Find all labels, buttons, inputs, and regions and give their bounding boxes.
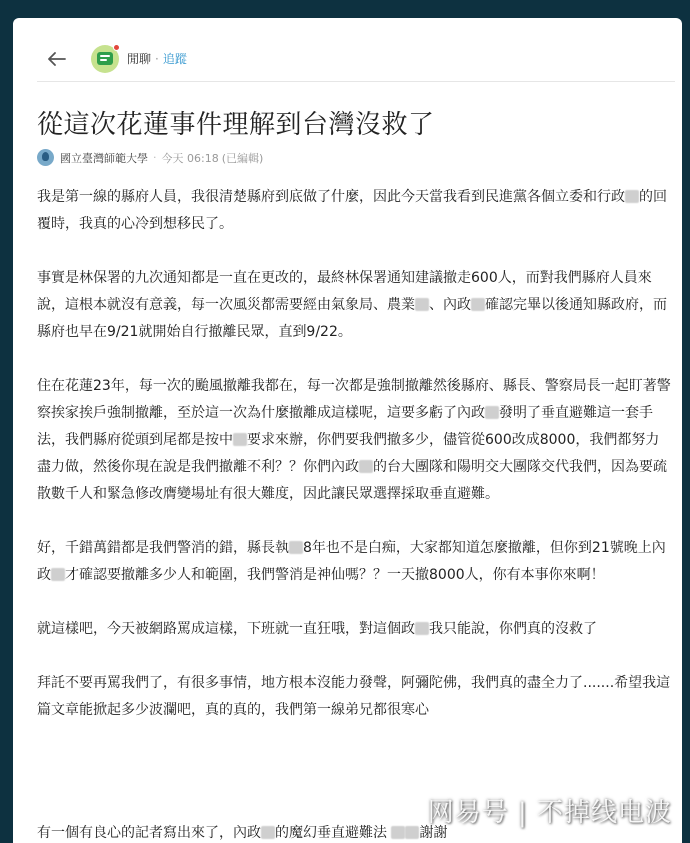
redacted-text: [625, 190, 639, 203]
redacted-text: [485, 406, 499, 419]
post-paragraph: [37, 184, 671, 238]
redacted-text: [359, 460, 373, 473]
avatar[interactable]: [37, 149, 54, 166]
paragraph-text: 事實是林保署的九次通知都是一直在更改的，最終林保署通知建議撤走600人，而對我們縣府人員來說，這根本就沒有意義，每一次風災都需要經由氣象局、農業: [37, 270, 652, 313]
post-card: [13, 18, 682, 843]
redacted-text: [261, 826, 275, 839]
meta-separator: ·: [153, 151, 157, 164]
follow-button[interactable]: 追蹤: [162, 52, 187, 66]
post-title: 從這次花蓮事件理解到台灣沒救了: [37, 110, 435, 140]
redacted-text: [289, 541, 303, 554]
paragraph-text: 有一個有良心的記者寫出來了，內政: [37, 825, 261, 841]
paragraph-text: 才確認要撤離多少人和範圍，我們警消是神仙嗎？？一天撤8000人，你有本事你來啊！: [65, 567, 605, 583]
post-paragraph: [37, 373, 671, 508]
paragraph-text: 、內政: [429, 297, 471, 313]
chat-bubble-icon[interactable]: [91, 45, 119, 73]
paragraph-text: 謝謝: [419, 825, 448, 841]
header-separator: ·: [155, 51, 159, 66]
paragraph-text: 要求來辦，你們要我們撤多少，儘管從600改成8000，我們都努力盡力做，然後你現在說是我們撤離不利？？你們內政: [37, 432, 660, 475]
post-paragraph: [37, 265, 671, 346]
post-paragraph: [37, 670, 671, 724]
paragraph-text: 的台大團隊和陽明交大團隊交代我們，因為要疏散數千人和緊急修改膺變場址有很大難度，因此讓民眾選擇採取垂直避難。: [37, 459, 667, 502]
paragraph-text: 我只能說，你們真的沒救了: [429, 621, 597, 637]
forum-name[interactable]: 閒聊: [127, 52, 152, 66]
paragraph-text: 發明了垂直避難這一套手法，我們縣府從頭到尾都是按中: [37, 405, 653, 448]
redacted-text: [391, 826, 405, 839]
paragraph-text: 確認完畢以後通知縣政府，而縣府也早在9/21就開始自行撤離民眾，直到9/22。: [37, 297, 667, 340]
redacted-text: [51, 568, 65, 581]
paragraph-text: 我是第一線的縣府人員，我很清楚縣府到底做了什麼，因此今天當我看到民進黨各個立委和行政: [37, 189, 625, 205]
post-last-line: [37, 822, 447, 842]
watermark: 网易号 | 不掉线电波: [427, 798, 672, 828]
redacted-text: [415, 298, 429, 311]
redacted-text: [415, 622, 429, 635]
paragraph-text: 的魔幻垂直避難法: [275, 825, 392, 841]
paragraph-text: 好，千錯萬錯都是我們警消的錯，縣長執: [37, 540, 289, 556]
paragraph-text: 就這樣吧，今天被網路罵成這樣，下班就一直狂哦，對這個政: [37, 621, 415, 637]
redacted-text: [233, 433, 247, 446]
author-school: 國立臺灣師範大學: [60, 151, 148, 165]
paragraph-text: 住在花蓮23年，每一次的颱風撤離我都在，每一次都是強制撤離然後縣府、縣長、警察局長一起盯著警察挨家挨戶強制撤離，至於這一次為什麼撤離成這樣呢，這要多虧了內政: [37, 378, 671, 421]
post-meta: [37, 149, 263, 166]
edited-label: (已編輯): [221, 151, 264, 165]
post-content: [37, 184, 671, 751]
post-paragraph: [37, 535, 671, 589]
post-paragraph: [37, 616, 671, 643]
redacted-text: [405, 826, 419, 839]
arrow-left-icon: [48, 52, 66, 66]
post-time: 今天 06:18: [161, 151, 219, 165]
paragraph-text: 拜託不要再罵我們了，有很多事情，地方根本沒能力發聲，阿彌陀佛，我們真的盡全力了.......希望我這篇文章能掀起多少波瀾吧，真的真的，我們第一線弟兄都很寒心: [37, 675, 671, 718]
post-header: [37, 36, 675, 82]
redacted-text: [471, 298, 485, 311]
paragraph-text: 8年也不是白痴，大家都知道怎麼撤離，但你到21號晚上內政: [37, 540, 666, 583]
paragraph-text: 的回覆時，我真的心冷到想移民了。: [37, 189, 667, 232]
back-button[interactable]: [41, 43, 73, 75]
